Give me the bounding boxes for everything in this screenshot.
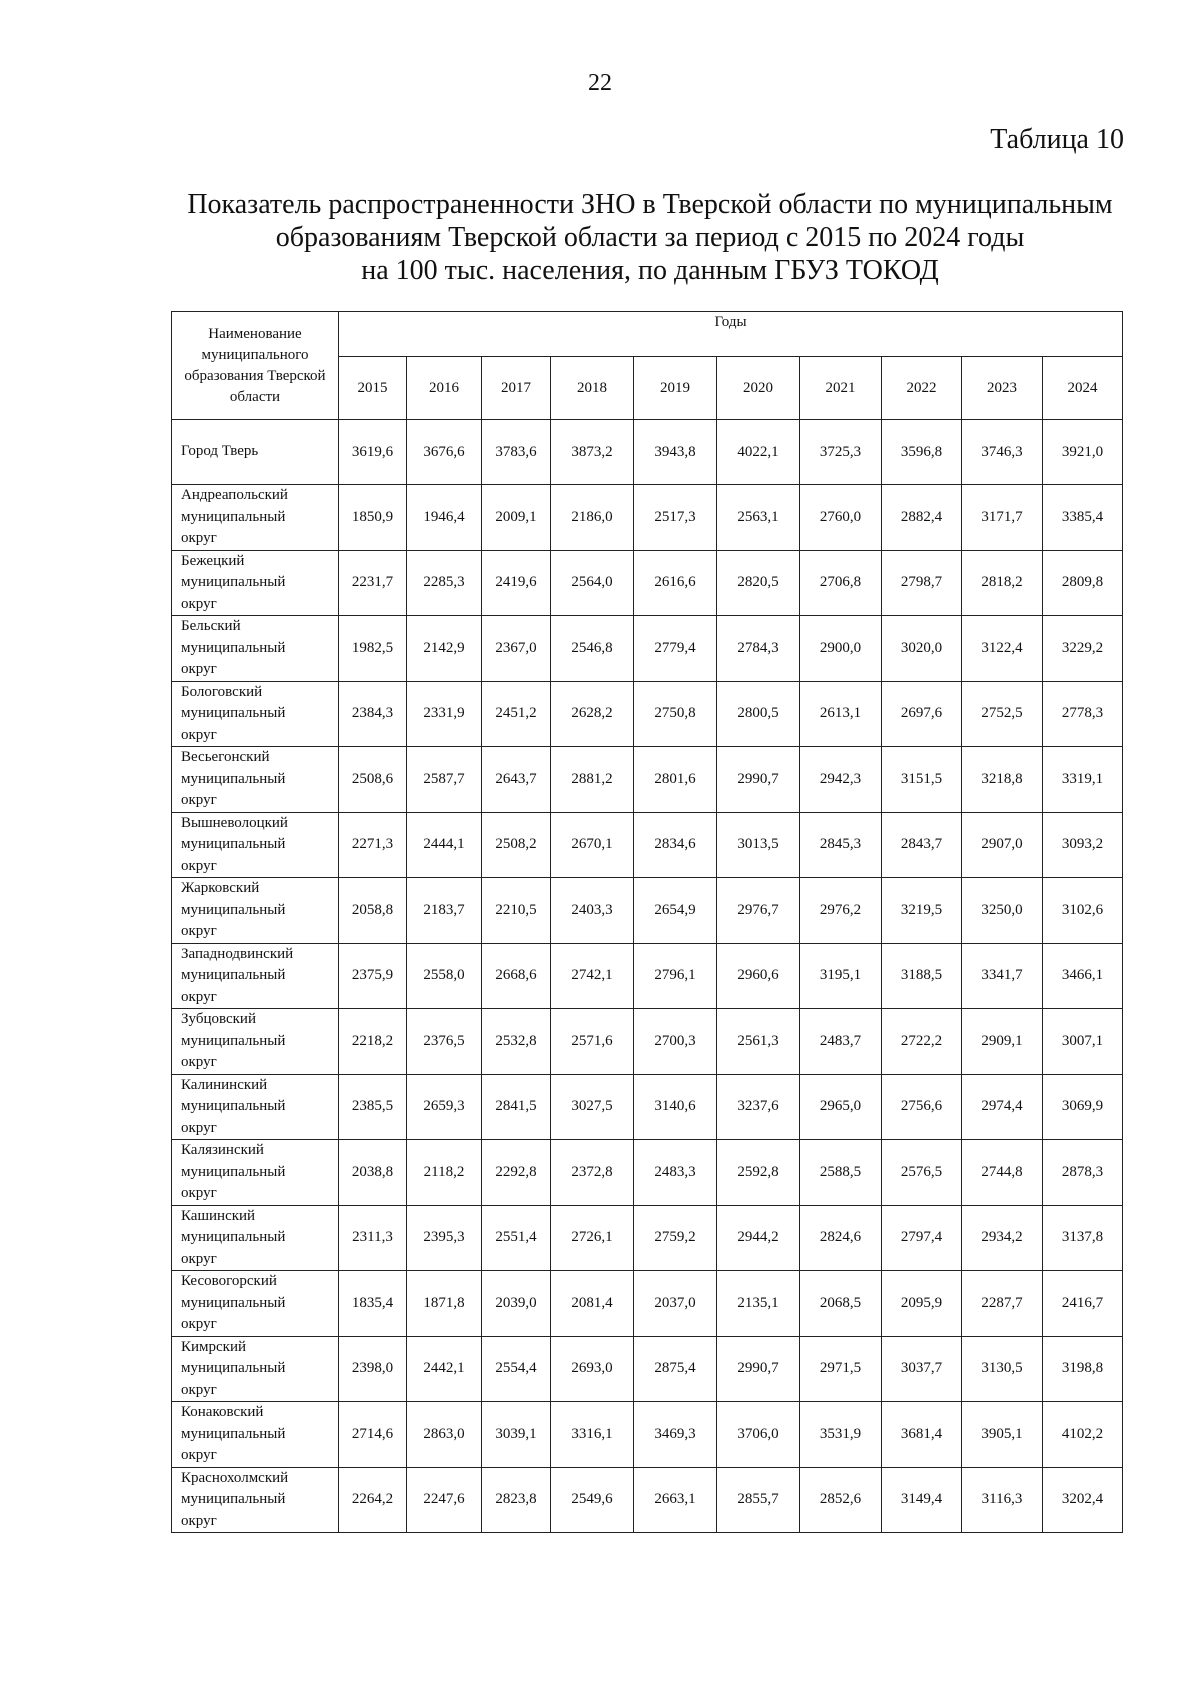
value-cell: 3137,8 (1043, 1205, 1123, 1271)
column-header-year: 2019 (634, 357, 717, 420)
value-cell: 2218,2 (339, 1009, 407, 1075)
value-cell: 2118,2 (407, 1140, 482, 1206)
value-cell: 1835,4 (339, 1271, 407, 1337)
value-cell: 2882,4 (882, 485, 962, 551)
column-header-year: 2015 (339, 357, 407, 420)
municipality-name-cell (172, 1074, 339, 1140)
value-cell: 2135,1 (717, 1271, 800, 1337)
value-cell: 2693,0 (551, 1336, 634, 1402)
value-cell: 2960,6 (717, 943, 800, 1009)
municipality-name-cell (172, 485, 339, 551)
value-cell: 2183,7 (407, 878, 482, 944)
value-cell: 2549,6 (551, 1467, 634, 1533)
municipality-name-line: округ (181, 857, 217, 874)
value-cell: 2376,5 (407, 1009, 482, 1075)
value-cell: 2742,1 (551, 943, 634, 1009)
value-cell: 3013,5 (717, 812, 800, 878)
municipality-name-line: Зубцовский (181, 1011, 256, 1027)
value-cell: 3219,5 (882, 878, 962, 944)
municipality-name-line: муниципальный (181, 1294, 286, 1311)
table-row (172, 1467, 1123, 1533)
value-cell: 2264,2 (339, 1467, 407, 1533)
value-cell: 3202,4 (1043, 1467, 1123, 1533)
municipality-name-line: Бежецкий (181, 552, 245, 569)
municipality-name-line: округ (181, 530, 217, 546)
value-cell: 2142,9 (407, 616, 482, 682)
municipality-name-cell (172, 616, 339, 682)
value-cell: 2843,7 (882, 812, 962, 878)
municipality-name-line: муниципальный (181, 508, 286, 525)
column-header-year: 2021 (800, 357, 882, 420)
value-cell: 2532,8 (482, 1009, 551, 1075)
municipality-name-line: Кашинский (181, 1207, 256, 1224)
municipality-name-cell (172, 1402, 339, 1468)
value-cell: 2588,5 (800, 1140, 882, 1206)
municipality-name-cell (172, 1271, 339, 1337)
municipality-name-line: муниципальный (181, 639, 286, 656)
value-cell: 2863,0 (407, 1402, 482, 1468)
value-cell: 2271,3 (339, 812, 407, 878)
municipality-name-line: Конаковский (181, 1404, 264, 1420)
value-cell: 2558,0 (407, 943, 482, 1009)
value-cell: 2974,4 (962, 1074, 1043, 1140)
table-row (172, 616, 1123, 682)
value-cell: 3596,8 (882, 420, 962, 485)
table-row (172, 747, 1123, 813)
document-title (170, 188, 1130, 287)
municipality-name-line: Кесовогорский (181, 1273, 277, 1289)
value-cell: 3531,9 (800, 1402, 882, 1468)
value-cell: 2403,3 (551, 878, 634, 944)
municipality-name-line: округ (181, 1316, 217, 1332)
table-row (172, 1140, 1123, 1206)
value-cell: 2384,3 (339, 681, 407, 747)
value-cell: 2561,3 (717, 1009, 800, 1075)
municipality-name-line: муниципальный (181, 836, 286, 852)
table-row (172, 1271, 1123, 1337)
value-cell: 2416,7 (1043, 1271, 1123, 1337)
value-cell: 3130,5 (962, 1336, 1043, 1402)
value-cell: 2752,5 (962, 681, 1043, 747)
value-cell: 2797,4 (882, 1205, 962, 1271)
municipality-name-line: муниципальный (181, 1491, 286, 1507)
value-cell: 2976,7 (717, 878, 800, 944)
value-cell: 2697,6 (882, 681, 962, 747)
value-cell: 3619,6 (339, 420, 407, 485)
value-cell: 3237,6 (717, 1074, 800, 1140)
value-cell: 2398,0 (339, 1336, 407, 1402)
municipality-name-line: муниципальный (181, 1098, 286, 1114)
value-cell: 3188,5 (882, 943, 962, 1009)
value-cell: 3140,6 (634, 1074, 717, 1140)
value-cell: 2875,4 (634, 1336, 717, 1402)
value-cell: 2834,6 (634, 812, 717, 878)
value-cell: 2292,8 (482, 1140, 551, 1206)
column-header-year: 2024 (1043, 357, 1123, 420)
value-cell: 2784,3 (717, 616, 800, 682)
municipality-name-line: округ (181, 1512, 217, 1529)
table-row (172, 420, 1123, 485)
municipality-name-line: округ (181, 988, 217, 1005)
value-cell: 2760,0 (800, 485, 882, 551)
value-cell: 3037,7 (882, 1336, 962, 1402)
municipality-name-cell (172, 878, 339, 944)
municipality-name-line: муниципальный (181, 1360, 286, 1376)
municipality-name-line: муниципальный (181, 1229, 286, 1245)
value-cell: 2798,7 (882, 550, 962, 616)
value-cell: 2663,1 (634, 1467, 717, 1533)
value-cell: 2311,3 (339, 1205, 407, 1271)
value-cell: 2965,0 (800, 1074, 882, 1140)
value-cell: 2824,6 (800, 1205, 882, 1271)
value-cell: 2628,2 (551, 681, 634, 747)
value-cell: 2444,1 (407, 812, 482, 878)
table-row (172, 681, 1123, 747)
value-cell: 3725,3 (800, 420, 882, 485)
value-cell: 3316,1 (551, 1402, 634, 1468)
value-cell: 2909,1 (962, 1009, 1043, 1075)
value-cell: 2564,0 (551, 550, 634, 616)
value-cell: 2852,6 (800, 1467, 882, 1533)
value-cell: 3218,8 (962, 747, 1043, 813)
value-cell: 2287,7 (962, 1271, 1043, 1337)
municipality-name-cell (172, 550, 339, 616)
value-cell: 1982,5 (339, 616, 407, 682)
prevalence-table (171, 311, 1123, 1533)
value-cell: 3469,3 (634, 1402, 717, 1468)
value-cell: 2508,2 (482, 812, 551, 878)
value-cell: 3198,8 (1043, 1336, 1123, 1402)
value-cell: 3385,4 (1043, 485, 1123, 551)
value-cell: 2331,9 (407, 681, 482, 747)
value-cell: 2654,9 (634, 878, 717, 944)
municipality-name-line: муниципальный (181, 1163, 286, 1180)
title-line: на 100 тыс. населения, по данным ГБУЗ ТОКОД (361, 255, 939, 286)
value-cell: 3069,9 (1043, 1074, 1123, 1140)
value-cell: 2942,3 (800, 747, 882, 813)
municipality-name-line: округ (181, 595, 217, 612)
title-line: Показатель распространенности ЗНО в Тверской области по муниципальным (187, 189, 1113, 220)
value-cell: 2037,0 (634, 1271, 717, 1337)
page-number: 22 (588, 70, 612, 96)
municipality-name-line: муниципальный (181, 770, 286, 787)
value-cell: 2670,1 (551, 812, 634, 878)
municipality-name-line: Весьегонский (181, 749, 270, 765)
municipality-name-cell (172, 943, 339, 1009)
municipality-name-line: Бологовский (181, 683, 263, 700)
value-cell: 2081,4 (551, 1271, 634, 1337)
table-header (172, 312, 1123, 420)
municipality-name-cell (172, 1336, 339, 1402)
table-row (172, 1009, 1123, 1075)
value-cell: 3195,1 (800, 943, 882, 1009)
municipality-name-line: округ (181, 1054, 217, 1070)
value-cell: 2592,8 (717, 1140, 800, 1206)
value-cell: 2900,0 (800, 616, 882, 682)
value-cell: 2990,7 (717, 747, 800, 813)
municipality-name-line: округ (181, 792, 217, 808)
table-label: Таблица 10 (990, 124, 1124, 155)
municipality-name-cell (172, 1205, 339, 1271)
value-cell: 2855,7 (717, 1467, 800, 1533)
value-cell: 2483,3 (634, 1140, 717, 1206)
table-row (172, 878, 1123, 944)
value-cell: 2372,8 (551, 1140, 634, 1206)
value-cell: 2659,3 (407, 1074, 482, 1140)
column-header-year: 2020 (717, 357, 800, 420)
value-cell: 2616,6 (634, 550, 717, 616)
value-cell: 2818,2 (962, 550, 1043, 616)
value-cell: 3921,0 (1043, 420, 1123, 485)
value-cell: 2700,3 (634, 1009, 717, 1075)
value-cell: 3943,8 (634, 420, 717, 485)
value-cell: 3873,2 (551, 420, 634, 485)
municipality-name-cell (172, 1140, 339, 1206)
municipality-name-cell (172, 812, 339, 878)
value-cell: 3746,3 (962, 420, 1043, 485)
municipality-name-line: округ (181, 1119, 217, 1136)
value-cell: 4102,2 (1043, 1402, 1123, 1468)
value-cell: 2508,6 (339, 747, 407, 813)
value-cell: 2576,5 (882, 1140, 962, 1206)
value-cell: 2442,1 (407, 1336, 482, 1402)
value-cell: 1850,9 (339, 485, 407, 551)
value-cell: 2375,9 (339, 943, 407, 1009)
value-cell: 3007,1 (1043, 1009, 1123, 1075)
value-cell: 2841,5 (482, 1074, 551, 1140)
municipality-name-line: муниципальный (181, 1425, 286, 1442)
value-cell: 2722,2 (882, 1009, 962, 1075)
value-cell: 3681,4 (882, 1402, 962, 1468)
municipality-name-line: округ (181, 1447, 217, 1463)
value-cell: 2247,6 (407, 1467, 482, 1533)
column-header-year: 2017 (482, 357, 551, 420)
municipality-name-line: муниципальный (181, 967, 286, 983)
municipality-name-cell (172, 1467, 339, 1533)
value-cell: 2907,0 (962, 812, 1043, 878)
municipality-name-line: Жарковский (181, 880, 260, 896)
value-cell: 2823,8 (482, 1467, 551, 1533)
column-header-year: 2022 (882, 357, 962, 420)
municipality-name-line: Краснохолмский (181, 1469, 289, 1486)
value-cell: 3905,1 (962, 1402, 1043, 1468)
value-cell: 2944,2 (717, 1205, 800, 1271)
municipality-name-cell (172, 420, 339, 485)
value-cell: 2643,7 (482, 747, 551, 813)
table-row (172, 550, 1123, 616)
value-cell: 2285,3 (407, 550, 482, 616)
value-cell: 3149,4 (882, 1467, 962, 1533)
value-cell: 2210,5 (482, 878, 551, 944)
value-cell: 2385,5 (339, 1074, 407, 1140)
value-cell: 2068,5 (800, 1271, 882, 1337)
table-row (172, 1336, 1123, 1402)
value-cell: 2395,3 (407, 1205, 482, 1271)
value-cell: 2971,5 (800, 1336, 882, 1402)
column-header-name: Наименование муниципального образования Тверской области (172, 312, 339, 420)
value-cell: 3116,3 (962, 1467, 1043, 1533)
value-cell: 2759,2 (634, 1205, 717, 1271)
value-cell: 3093,2 (1043, 812, 1123, 878)
value-cell: 2800,5 (717, 681, 800, 747)
value-cell: 3027,5 (551, 1074, 634, 1140)
value-cell: 2990,7 (717, 1336, 800, 1402)
municipality-name-line: Бельский (181, 618, 241, 634)
municipality-name-line: округ (181, 923, 217, 939)
value-cell: 2976,2 (800, 878, 882, 944)
value-cell: 3250,0 (962, 878, 1043, 944)
value-cell: 2554,4 (482, 1336, 551, 1402)
value-cell: 2706,8 (800, 550, 882, 616)
municipality-name-line: Западнодвинский (181, 945, 294, 962)
value-cell: 2231,7 (339, 550, 407, 616)
column-header-year: 2018 (551, 357, 634, 420)
value-cell: 2038,8 (339, 1140, 407, 1206)
value-cell: 2009,1 (482, 485, 551, 551)
municipality-name-line: муниципальный (181, 901, 286, 918)
value-cell: 2796,1 (634, 943, 717, 1009)
value-cell: 2551,4 (482, 1205, 551, 1271)
table-row (172, 485, 1123, 551)
value-cell: 2881,2 (551, 747, 634, 813)
municipality-name-line: Андреапольский (181, 487, 288, 503)
value-cell: 2483,7 (800, 1009, 882, 1075)
value-cell: 2845,3 (800, 812, 882, 878)
value-cell: 1871,8 (407, 1271, 482, 1337)
municipality-name-line: округ (181, 1381, 217, 1398)
value-cell: 2726,1 (551, 1205, 634, 1271)
municipality-name-line: муниципальный (181, 1032, 286, 1049)
title-line: образованиям Тверской области за период с 2015 по 2024 годы (275, 222, 1025, 253)
table-row (172, 943, 1123, 1009)
value-cell: 3102,6 (1043, 878, 1123, 944)
value-cell: 1946,4 (407, 485, 482, 551)
municipality-name-line: Город Тверь (181, 443, 259, 460)
value-cell: 3229,2 (1043, 616, 1123, 682)
value-cell: 2613,1 (800, 681, 882, 747)
value-cell: 2451,2 (482, 681, 551, 747)
value-cell: 3039,1 (482, 1402, 551, 1468)
value-cell: 3706,0 (717, 1402, 800, 1468)
value-cell: 2801,6 (634, 747, 717, 813)
municipality-name-cell (172, 1009, 339, 1075)
value-cell: 2778,3 (1043, 681, 1123, 747)
value-cell: 3122,4 (962, 616, 1043, 682)
municipality-name-line: муниципальный (181, 705, 286, 721)
municipality-name-line: Вышневолоцкий (181, 814, 288, 831)
value-cell: 2668,6 (482, 943, 551, 1009)
value-cell: 3676,6 (407, 420, 482, 485)
value-cell: 3341,7 (962, 943, 1043, 1009)
value-cell: 2563,1 (717, 485, 800, 551)
value-cell: 2517,3 (634, 485, 717, 551)
value-cell: 2779,4 (634, 616, 717, 682)
value-cell: 2744,8 (962, 1140, 1043, 1206)
value-cell: 2571,6 (551, 1009, 634, 1075)
value-cell: 3319,1 (1043, 747, 1123, 813)
value-cell: 2750,8 (634, 681, 717, 747)
municipality-name-cell (172, 747, 339, 813)
municipality-name-cell (172, 681, 339, 747)
value-cell: 2714,6 (339, 1402, 407, 1468)
value-cell: 3151,5 (882, 747, 962, 813)
value-cell: 2367,0 (482, 616, 551, 682)
value-cell: 4022,1 (717, 420, 800, 485)
value-cell: 2820,5 (717, 550, 800, 616)
value-cell: 3783,6 (482, 420, 551, 485)
value-cell: 3171,7 (962, 485, 1043, 551)
column-header-year: 2016 (407, 357, 482, 420)
table-row (172, 1205, 1123, 1271)
value-cell: 2419,6 (482, 550, 551, 616)
value-cell: 2546,8 (551, 616, 634, 682)
municipality-name-line: Калязинский (181, 1142, 264, 1158)
value-cell: 2186,0 (551, 485, 634, 551)
table-body (172, 420, 1123, 1533)
municipality-name-line: Калининский (181, 1076, 268, 1093)
value-cell: 3020,0 (882, 616, 962, 682)
table-row (172, 1074, 1123, 1140)
value-cell: 2058,8 (339, 878, 407, 944)
municipality-name-line: округ (181, 1250, 217, 1267)
column-header-year: 2023 (962, 357, 1043, 420)
value-cell: 3466,1 (1043, 943, 1123, 1009)
value-cell: 2809,8 (1043, 550, 1123, 616)
municipality-name-line: округ (181, 1185, 217, 1201)
value-cell: 2095,9 (882, 1271, 962, 1337)
table-row (172, 812, 1123, 878)
value-cell: 2039,0 (482, 1271, 551, 1337)
value-cell: 2587,7 (407, 747, 482, 813)
municipality-name-line: округ (181, 726, 217, 743)
value-cell: 2756,6 (882, 1074, 962, 1140)
value-cell: 2878,3 (1043, 1140, 1123, 1206)
table-row (172, 1402, 1123, 1468)
value-cell: 2934,2 (962, 1205, 1043, 1271)
column-header-years: Годы (339, 312, 1123, 357)
municipality-name-line: округ (181, 661, 217, 677)
municipality-name-line: муниципальный (181, 574, 286, 590)
municipality-name-line: Кимрский (181, 1338, 247, 1355)
